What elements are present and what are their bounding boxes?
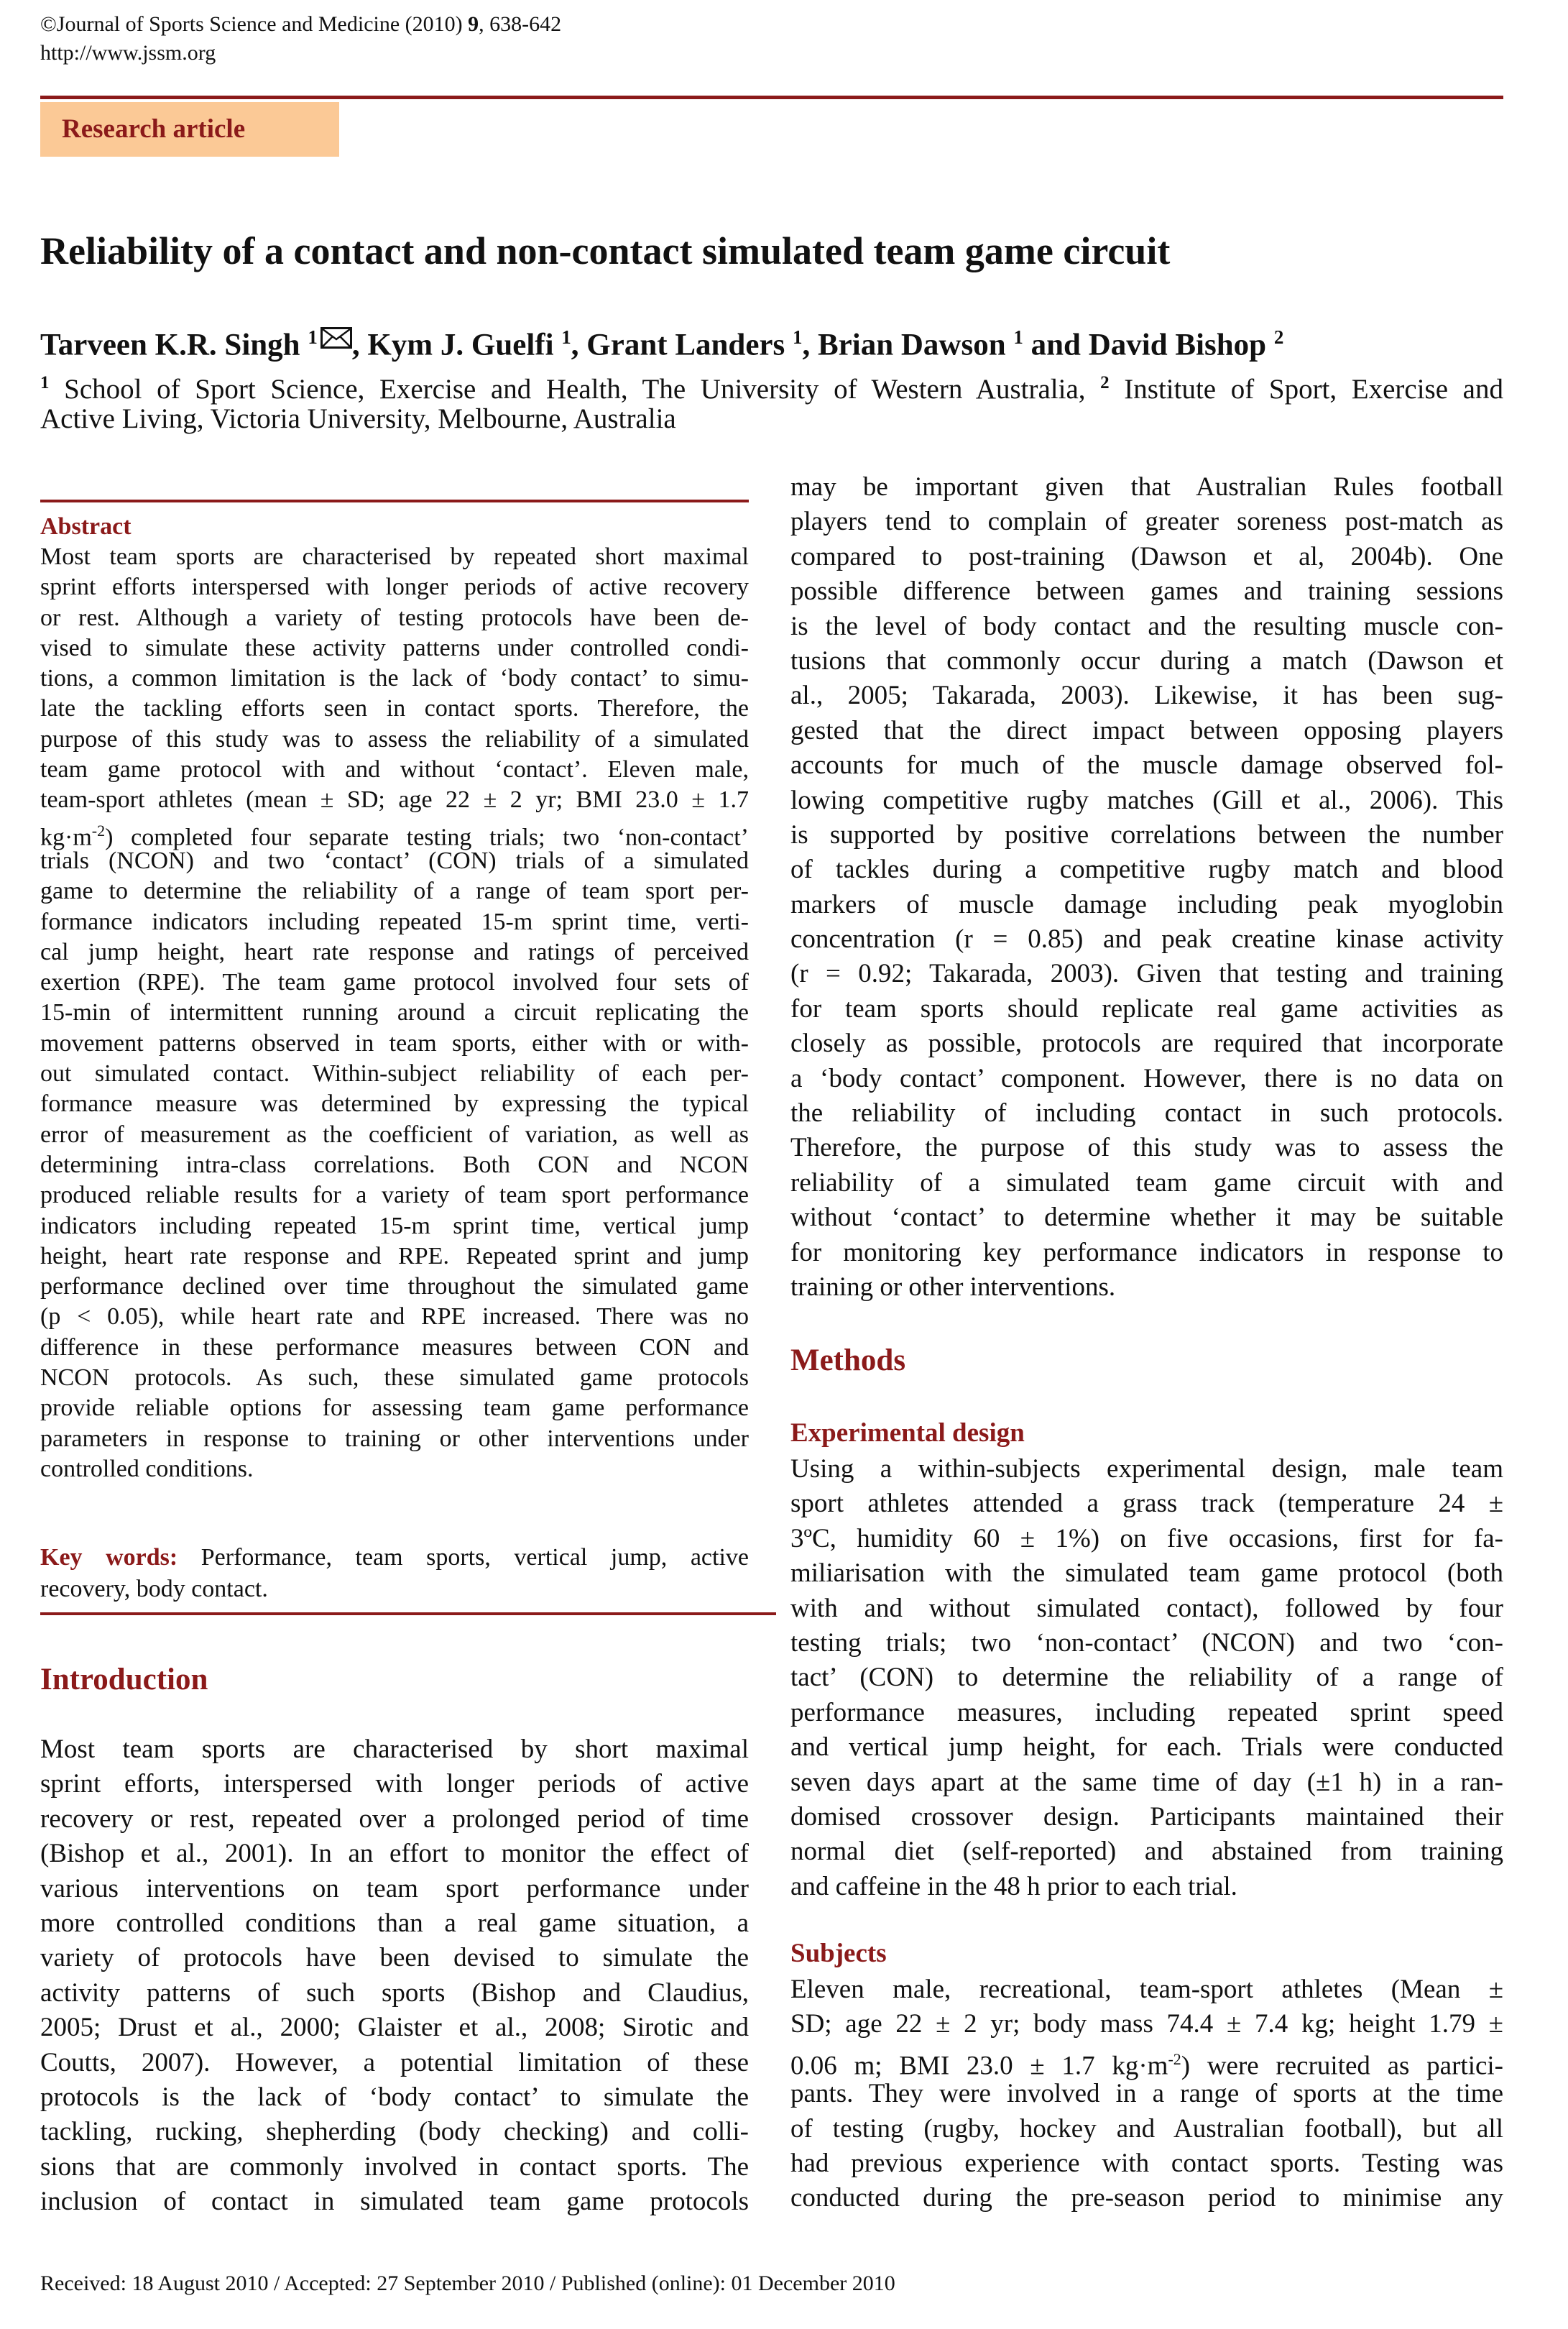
text-line: (r = 0.92; Takarada, 2003). Given that testing and training (790, 959, 1503, 989)
text-line: reliability of a simulated team game circuit with and (790, 1167, 1503, 1198)
keywords (40, 1543, 749, 1606)
text-line: trials (NCON) and two ‘contact’ (CON) trials of a simulated (40, 847, 749, 874)
text-line: sions that are commonly involved in contact sports. The (40, 2151, 749, 2182)
methods-heading: Methods (790, 1343, 906, 1377)
affiliation-text: Active Living, Victoria University, Melbourne, Australia (40, 403, 676, 434)
envelope-icon[interactable] (320, 327, 352, 349)
text-line: parameters in response to training or other interventions under (40, 1425, 749, 1452)
text-line: Using a within-subjects experimental design, male team (790, 1454, 1503, 1484)
text-line: (Bishop et al., 2001). In an effort to monitor the effect of (40, 1839, 749, 1869)
text-line: (p < 0.05), while heart rate and RPE increased. There was no (40, 1303, 749, 1331)
text-line: Most team sports are characterised by repeated short maximal (40, 543, 749, 570)
text-line: formance measure was determined by expressing the typical (40, 1090, 749, 1118)
introduction-continued (790, 470, 1503, 1305)
publication-dates: Received: 18 August 2010 / Accepted: 27 September 2010 / Published (online): 01 December 2010 (40, 2271, 895, 2295)
journal-name: ©Journal of Sports Science and Medicine (2010) (40, 12, 469, 36)
journal-volume: 9 (468, 12, 479, 36)
text-line: is supported by positive correlations between the number (790, 819, 1503, 850)
text-line: and vertical jump height, for each. Trials were conducted (790, 1732, 1503, 1763)
subjects-heading: Subjects (790, 1939, 887, 1968)
body-text: 0.06 m; BMI 23.0 ± 1.7 kg·m (790, 2051, 1168, 2081)
text-line: the reliability of including contact in such protocols. (790, 1098, 1503, 1129)
text-line: training or other interventions. (790, 1272, 1116, 1302)
text-line: closely as possible, protocols are required that incorporate (790, 1029, 1503, 1059)
body-text: ) were recruited as partici- (1181, 2051, 1503, 2081)
experimental-design-heading: Experimental design (790, 1418, 1025, 1448)
text-line: late the tackling efforts seen in contact sports. Therefore, the (40, 695, 749, 722)
text-line: accounts for much of the muscle damage observed fol- (790, 750, 1503, 781)
text-line: Most team sports are characterised by short maximal (40, 1735, 749, 1764)
text-line: activity patterns of such sports (Bishop and Claudius, (40, 1977, 749, 2008)
text-line: purpose of this study was to assess the reliability of a simulated (40, 725, 749, 753)
text-line: and caffeine in the 48 h prior to each trial. (790, 1871, 1237, 1901)
text-line: difference in these performance measures between CON and (40, 1333, 749, 1361)
text-line: 15-min of intermittent running around a circuit replicating the (40, 999, 749, 1026)
author-name: , Grant Landers (571, 328, 793, 362)
text-line (40, 816, 749, 850)
text-line: 3ºC, humidity 60 ± 1%) on five occasions, first for fa- (790, 1523, 1503, 1553)
text-line: error of measurement as the coefficient of variation, as well as (40, 1121, 749, 1148)
superscript: -2 (1168, 2049, 1181, 2068)
text-line: determining intra-class correlations. Both CON and NCON (40, 1151, 749, 1178)
text-line: formance indicators including repeated 15-m sprint time, verti- (40, 908, 749, 935)
text-line: miliarisation with the simulated team game protocol (both (790, 1558, 1503, 1589)
text-line: or rest. Although a variety of testing protocols have been de- (40, 604, 749, 631)
text-line: performance declined over time throughout the simulated game (40, 1273, 749, 1300)
text-line: normal diet (self-reported) and abstained from training (790, 1837, 1503, 1867)
text-line: domised crossover design. Participants maintained their (790, 1801, 1503, 1832)
text-line: various interventions on team sport performance under (40, 1873, 749, 1903)
journal-citation (40, 10, 561, 68)
text-line: tackling, rucking, shepherding (body checking) and colli- (40, 2117, 749, 2147)
author-name: Tarveen K.R. Singh (40, 328, 308, 362)
text-line: Therefore, the purpose of this study was to assess the (790, 1133, 1503, 1163)
author-name: , Brian Dawson (802, 328, 1014, 362)
text-line: Coutts, 2007). However, a potential limitation of these (40, 2047, 749, 2077)
journal-pages: , 638-642 (479, 12, 562, 36)
text-line: for monitoring key performance indicators in response to (790, 1237, 1503, 1267)
text-line: pants. They were involved in a range of sports at the time (790, 2079, 1503, 2109)
text-line: recovery or rest, repeated over a prolonged period of time (40, 1804, 749, 1834)
text-line: movement patterns observed in team sports, either with or with- (40, 1029, 749, 1057)
text-line: had previous experience with contact sports. Testing was (790, 2148, 1503, 2178)
text-line: of testing (rugby, hockey and Australian football), but all (790, 2113, 1503, 2144)
affiliation-marker: 1 (561, 326, 571, 348)
header-rule (40, 96, 1503, 99)
journal-url[interactable]: http://www.jssm.org (40, 41, 216, 65)
text-line: protocols is the lack of ‘body contact’ to simulate the (40, 2082, 749, 2112)
text-line: conducted during the pre-season period to minimise any (790, 2183, 1503, 2213)
abstract-body (40, 542, 749, 1484)
paper-title: Reliability of a contact and non-contact simulated team game circuit (40, 229, 1171, 272)
author-name: , Kym J. Guelfi (351, 328, 562, 362)
text-line: may be important given that Australian Rules football (790, 472, 1503, 502)
superscript: -2 (91, 821, 106, 840)
text-line: for team sports should replicate real game activities as (790, 993, 1503, 1024)
introduction-heading: Introduction (40, 1663, 208, 1696)
text-line: a ‘body contact’ component. However, there is no data on (790, 1063, 1503, 1093)
affiliation-marker: 1 (1013, 326, 1023, 348)
text-line: vised to simulate these activity patterns under controlled condi- (40, 634, 749, 661)
text-line: of tackles during a competitive rugby match and blood (790, 855, 1503, 885)
text-line: sprint efforts interspersed with longer periods of active recovery (40, 574, 749, 601)
affiliation-marker: 2 (1100, 373, 1110, 392)
text-line: SD; age 22 ± 2 yr; body mass 74.4 ± 7.4 kg; height 1.79 ± (790, 2009, 1503, 2039)
affiliation-text: School of Sport Science, Exercise and Health, The University of Western Australia, (49, 374, 1101, 405)
affiliation-marker: 1 (40, 373, 50, 392)
introduction-body (40, 1732, 749, 2219)
text-line: seven days apart at the same time of day (±1 h) in a ran- (790, 1767, 1503, 1797)
text-line: lowing competitive rugby matches (Gill et al., 2006). This (790, 785, 1503, 815)
text-line: is the level of body contact and the resulting muscle con- (790, 611, 1503, 641)
text-line: more controlled conditions than a real game situation, a (40, 1908, 749, 1938)
text-line: performance measures, including repeated sprint speed (790, 1697, 1503, 1727)
text-line: tions, a common limitation is the lack of ‘body contact’ to simu- (40, 665, 749, 692)
abstract-bottom-rule (40, 1612, 776, 1615)
article-type-badge: Research article (40, 102, 339, 157)
affiliation-marker: 1 (792, 326, 803, 348)
text-line: produced reliable results for a variety of team sport performance (40, 1182, 749, 1209)
text-line: variety of protocols have been devised to simulate the (40, 1943, 749, 1973)
text-line: controlled conditions. (40, 1455, 254, 1482)
affiliation-text: Institute of Sport, Exercise and (1109, 374, 1503, 405)
text-line: team game protocol with and without ‘contact’. Eleven male, (40, 756, 749, 784)
body-text: ) completed four separate testing trials; two ‘non-contact’ (105, 824, 749, 850)
text-line: markers of muscle damage including peak myoglobin (790, 889, 1503, 919)
text-line: tact’ (CON) to determine the reliability of a range of (790, 1663, 1503, 1693)
text-line: Eleven male, recreational, team-sport athletes (Mean ± (790, 1975, 1503, 2004)
experimental-design-body (790, 1452, 1503, 1904)
text-line: team-sport athletes (mean ± SD; age 22 ± 2 yr; BMI 23.0 ± 1.7 (40, 786, 749, 814)
text-line: without ‘contact’ to determine whether it may be suitable (790, 1203, 1503, 1233)
text-line: compared to post-training (Dawson et al, 2004b). One (790, 541, 1503, 571)
text-line: game to determine the reliability of a range of team sport per- (40, 878, 749, 905)
text-line: inclusion of contact in simulated team game protocols (40, 2187, 749, 2217)
text-line: with and without simulated contact), followed by four (790, 1593, 1503, 1623)
keywords-text: recovery, body contact. (40, 1576, 268, 1602)
affiliation-marker: 2 (1273, 326, 1284, 348)
keywords-label: Key words: (40, 1544, 178, 1571)
text-line: gested that the direct impact between opposing players (790, 715, 1503, 745)
abstract-heading: Abstract (40, 513, 132, 540)
text-line: cal jump height, heart rate response and ratings of perceived (40, 938, 749, 965)
text-line: indicators including repeated 15-m sprint time, vertical jump (40, 1212, 749, 1239)
keywords-text: Performance, team sports, vertical jump, active (177, 1544, 749, 1571)
text-line: testing trials; two ‘non-contact’ (NCON) and two ‘con- (790, 1627, 1503, 1658)
affiliation-marker: 1 (308, 326, 318, 348)
text-line: provide reliable options for assessing team game performance (40, 1395, 749, 1422)
text-line: exertion (RPE). The team game protocol involved four sets of (40, 969, 749, 996)
text-line: NCON protocols. As such, these simulated game protocols (40, 1364, 749, 1392)
author-list (40, 326, 1283, 362)
text-line: 2005; Drust et al., 2000; Glaister et al., 2008; Sirotic and (40, 2013, 749, 2043)
text-line: possible difference between games and training sessions (790, 576, 1503, 607)
body-text: kg·m (40, 824, 92, 850)
text-line: height, heart rate response and RPE. Repeated sprint and jump (40, 1242, 749, 1269)
text-line: al., 2005; Takarada, 2003). Likewise, it has been sug- (790, 681, 1503, 711)
text-line: sport athletes attended a grass track (temperature 24 ± (790, 1489, 1503, 1519)
affiliations (40, 365, 1503, 437)
text-line: concentration (r = 0.85) and peak creatine kinase activity (790, 924, 1503, 955)
author-name: and David Bishop (1023, 328, 1274, 362)
text-line: tusions that commonly occur during a match (Dawson et (790, 646, 1503, 676)
abstract-top-rule (40, 500, 749, 502)
text-line: players tend to complain of greater soreness post-match as (790, 507, 1503, 537)
text-line: sprint efforts, interspersed with longer periods of active (40, 1769, 749, 1799)
subjects-body (790, 1972, 1503, 2216)
text-line: out simulated contact. Within-subject reliability of each per- (40, 1060, 749, 1088)
